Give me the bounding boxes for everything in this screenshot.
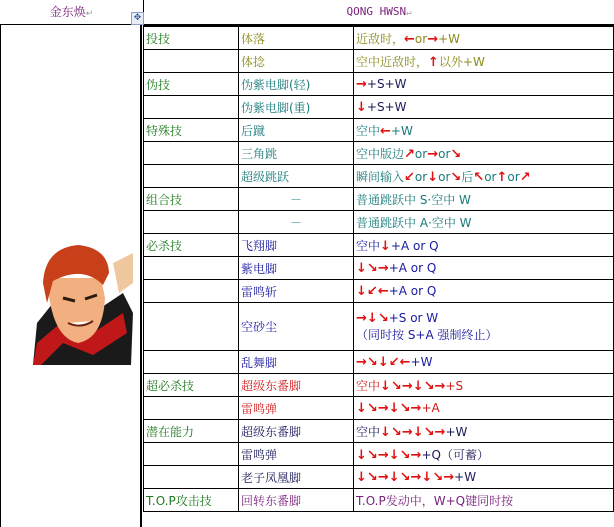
move-category: 伪技 (144, 73, 239, 96)
direction-arrow-icon: ← (399, 354, 411, 370)
move-input: 空中←+W (354, 119, 614, 142)
table-row (144, 443, 614, 466)
direction-arrow-icon: → (410, 447, 422, 463)
direction-arrow-icon: ↘ (450, 146, 462, 162)
move-category: 投技 (144, 26, 239, 50)
move-name: － (239, 188, 354, 211)
character-portrait (23, 243, 133, 365)
direction-arrow-icon: → (443, 469, 455, 485)
direction-arrow-icon: → (434, 424, 446, 440)
direction-arrow-icon: ↙ (404, 169, 415, 185)
move-name: 空砂尘 (239, 303, 354, 351)
direction-arrow-icon: → (356, 310, 367, 326)
move-name: 后蹴 (239, 119, 354, 142)
direction-arrow-icon: ↓ (356, 469, 367, 485)
move-category (144, 303, 239, 351)
move-name: 体捻 (239, 50, 354, 73)
move-input: →↓↘+S or W （同时按 S+A 强制终止） (354, 303, 614, 351)
direction-arrow-icon: ↓ (356, 400, 367, 416)
direction-arrow-icon: ↙ (366, 283, 378, 299)
move-input: ↓↘→↓↘→+Q（可蓄） (354, 443, 614, 466)
move-name: 回转东番脚 (239, 489, 354, 512)
move-input: 空中↓↘→↓↘→+S (354, 374, 614, 397)
move-input: →↘↓↙←+W (354, 351, 614, 374)
move-category: 潜在能力 (144, 420, 239, 443)
direction-arrow-icon: ↓ (427, 169, 439, 185)
move-name: 乱舞脚 (239, 351, 354, 374)
direction-arrow-icon: ↑ (496, 169, 508, 185)
move-name: 老子凤凰脚 (239, 466, 354, 489)
move-category: T.O.P攻击技 (144, 489, 239, 512)
direction-arrow-icon: ↓ (388, 469, 400, 485)
direction-arrow-icon: ↓ (412, 424, 424, 440)
table-row (144, 211, 614, 234)
character-name-cn: 金东焕↵ (0, 0, 144, 24)
move-input: 空中↓↘→↓↘→+W (354, 420, 614, 443)
direction-arrow-icon: → (356, 76, 367, 92)
move-name: 超级东番脚 (239, 374, 354, 397)
move-input: ↓↘→+A or Q (354, 257, 614, 280)
move-list-table (143, 25, 614, 512)
move-input: ↓↘→↓↘→↓↘→+W (354, 466, 614, 489)
move-input: ↓↙←+A or Q (354, 280, 614, 303)
move-category: 组合技 (144, 188, 239, 211)
direction-arrow-icon: ↘ (366, 400, 378, 416)
direction-arrow-icon: ↘ (423, 424, 435, 440)
direction-arrow-icon: ↘ (366, 260, 378, 276)
direction-arrow-icon: ← (377, 283, 389, 299)
direction-arrow-icon: → (377, 260, 389, 276)
direction-arrow-icon: ↓ (377, 354, 389, 370)
table-row (144, 165, 614, 188)
direction-arrow-icon: → (427, 31, 439, 47)
direction-arrow-icon: ↘ (423, 378, 435, 394)
move-name: 超级跳跃 (239, 165, 354, 188)
move-category (144, 257, 239, 280)
move-input: T.O.P发动中，W+Q键同时按 (354, 489, 614, 512)
table-row (144, 303, 614, 351)
direction-arrow-icon: → (356, 354, 367, 370)
move-name: 三角跳 (239, 142, 354, 165)
move-category (144, 397, 239, 420)
move-name: 超级东番脚 (239, 420, 354, 443)
direction-arrow-icon: ↓ (356, 260, 367, 276)
move-category (144, 211, 239, 234)
direction-arrow-icon: ↙ (388, 354, 400, 370)
table-row (144, 397, 614, 420)
character-name-en: QONG HWSN↵ (346, 5, 412, 18)
move-input: →+S+W (354, 73, 614, 96)
move-category (144, 280, 239, 303)
direction-arrow-icon: ↘ (450, 169, 462, 185)
move-input: 普通跳跃中 A·空中 W (354, 211, 614, 234)
direction-arrow-icon: → (410, 469, 422, 485)
direction-arrow-icon: ↗ (519, 169, 531, 185)
move-name: 伪紫电脚(重) (239, 96, 354, 119)
move-input: 空中版边↗or→or↘ (354, 142, 614, 165)
table-row (144, 257, 614, 280)
table-row (144, 50, 614, 73)
table-row (144, 96, 614, 119)
table-row (144, 26, 614, 50)
table-row (144, 351, 614, 374)
direction-arrow-icon: ↘ (366, 469, 378, 485)
table-header-row (0, 0, 614, 25)
direction-arrow-icon: ↘ (390, 424, 402, 440)
move-category (144, 165, 239, 188)
direction-arrow-icon: ↘ (366, 447, 378, 463)
portrait-cell (0, 25, 142, 527)
move-category: 超必杀技 (144, 374, 239, 397)
table-row (144, 234, 614, 257)
move-name: 体落 (239, 26, 354, 50)
direction-arrow-icon: → (401, 424, 413, 440)
table-row (144, 188, 614, 211)
direction-arrow-icon: ↘ (377, 310, 389, 326)
direction-arrow-icon: ↓ (356, 99, 367, 115)
table-row (144, 420, 614, 443)
direction-arrow-icon: → (434, 378, 446, 394)
table-row (144, 142, 614, 165)
direction-arrow-icon: ↓ (421, 469, 433, 485)
direction-arrow-icon: ↓ (356, 283, 367, 299)
move-input: 近敌时，←or→+W (354, 26, 614, 50)
direction-arrow-icon: → (401, 378, 413, 394)
direction-arrow-icon: ← (380, 123, 391, 139)
move-category: 必杀技 (144, 234, 239, 257)
table-row (144, 374, 614, 397)
move-input: 空中近敌时，↑以外+W (354, 50, 614, 73)
move-category: 特殊技 (144, 119, 239, 142)
move-category (144, 96, 239, 119)
move-input: ↓↘→↓↘→+A (354, 397, 614, 420)
move-category (144, 351, 239, 374)
direction-arrow-icon: ↓ (388, 400, 400, 416)
move-name: 伪紫电脚(轻) (239, 73, 354, 96)
direction-arrow-icon: ↓ (356, 447, 367, 463)
table-row (144, 73, 614, 96)
table-row (144, 489, 614, 512)
direction-arrow-icon: ↓ (412, 378, 424, 394)
direction-arrow-icon: → (427, 146, 439, 162)
move-input: 空中↓+A or Q (354, 234, 614, 257)
direction-arrow-icon: ↓ (366, 310, 378, 326)
move-input: 瞬间输入↙or↓or↘后↖or↑or↗ (354, 165, 614, 188)
move-category (144, 443, 239, 466)
move-name: 雷鸣斩 (239, 280, 354, 303)
direction-arrow-icon: ↘ (390, 378, 402, 394)
direction-arrow-icon: ↓ (380, 424, 391, 440)
table-row (144, 119, 614, 142)
direction-arrow-icon: ↑ (428, 54, 439, 70)
move-input: 普通跳跃中 S·空中 W (354, 188, 614, 211)
move-name: 雷鸣弹 (239, 443, 354, 466)
table-row (144, 466, 614, 489)
direction-arrow-icon: ↓ (380, 238, 391, 254)
direction-arrow-icon: ↓ (380, 378, 391, 394)
direction-arrow-icon: → (377, 469, 389, 485)
direction-arrow-icon: ↘ (399, 447, 411, 463)
move-name: － (239, 211, 354, 234)
direction-arrow-icon: ↓ (388, 447, 400, 463)
move-name: 紫电脚 (239, 257, 354, 280)
direction-arrow-icon: ↗ (404, 146, 415, 162)
table-row (144, 280, 614, 303)
move-name: 雷鸣弹 (239, 397, 354, 420)
direction-arrow-icon: → (377, 400, 389, 416)
move-name: 飞翔脚 (239, 234, 354, 257)
direction-arrow-icon: → (377, 447, 389, 463)
direction-arrow-icon: ↘ (366, 354, 378, 370)
move-category (144, 50, 239, 73)
direction-arrow-icon: ↘ (399, 469, 411, 485)
direction-arrow-icon: → (410, 400, 422, 416)
move-category (144, 142, 239, 165)
direction-arrow-icon: ↘ (399, 400, 411, 416)
table-move-handle-icon[interactable]: ✥ (131, 12, 144, 25)
move-input: ↓+S+W (354, 96, 614, 119)
direction-arrow-icon: ↘ (432, 469, 444, 485)
move-category (144, 466, 239, 489)
direction-arrow-icon: ← (404, 31, 415, 47)
direction-arrow-icon: ↖ (473, 169, 485, 185)
